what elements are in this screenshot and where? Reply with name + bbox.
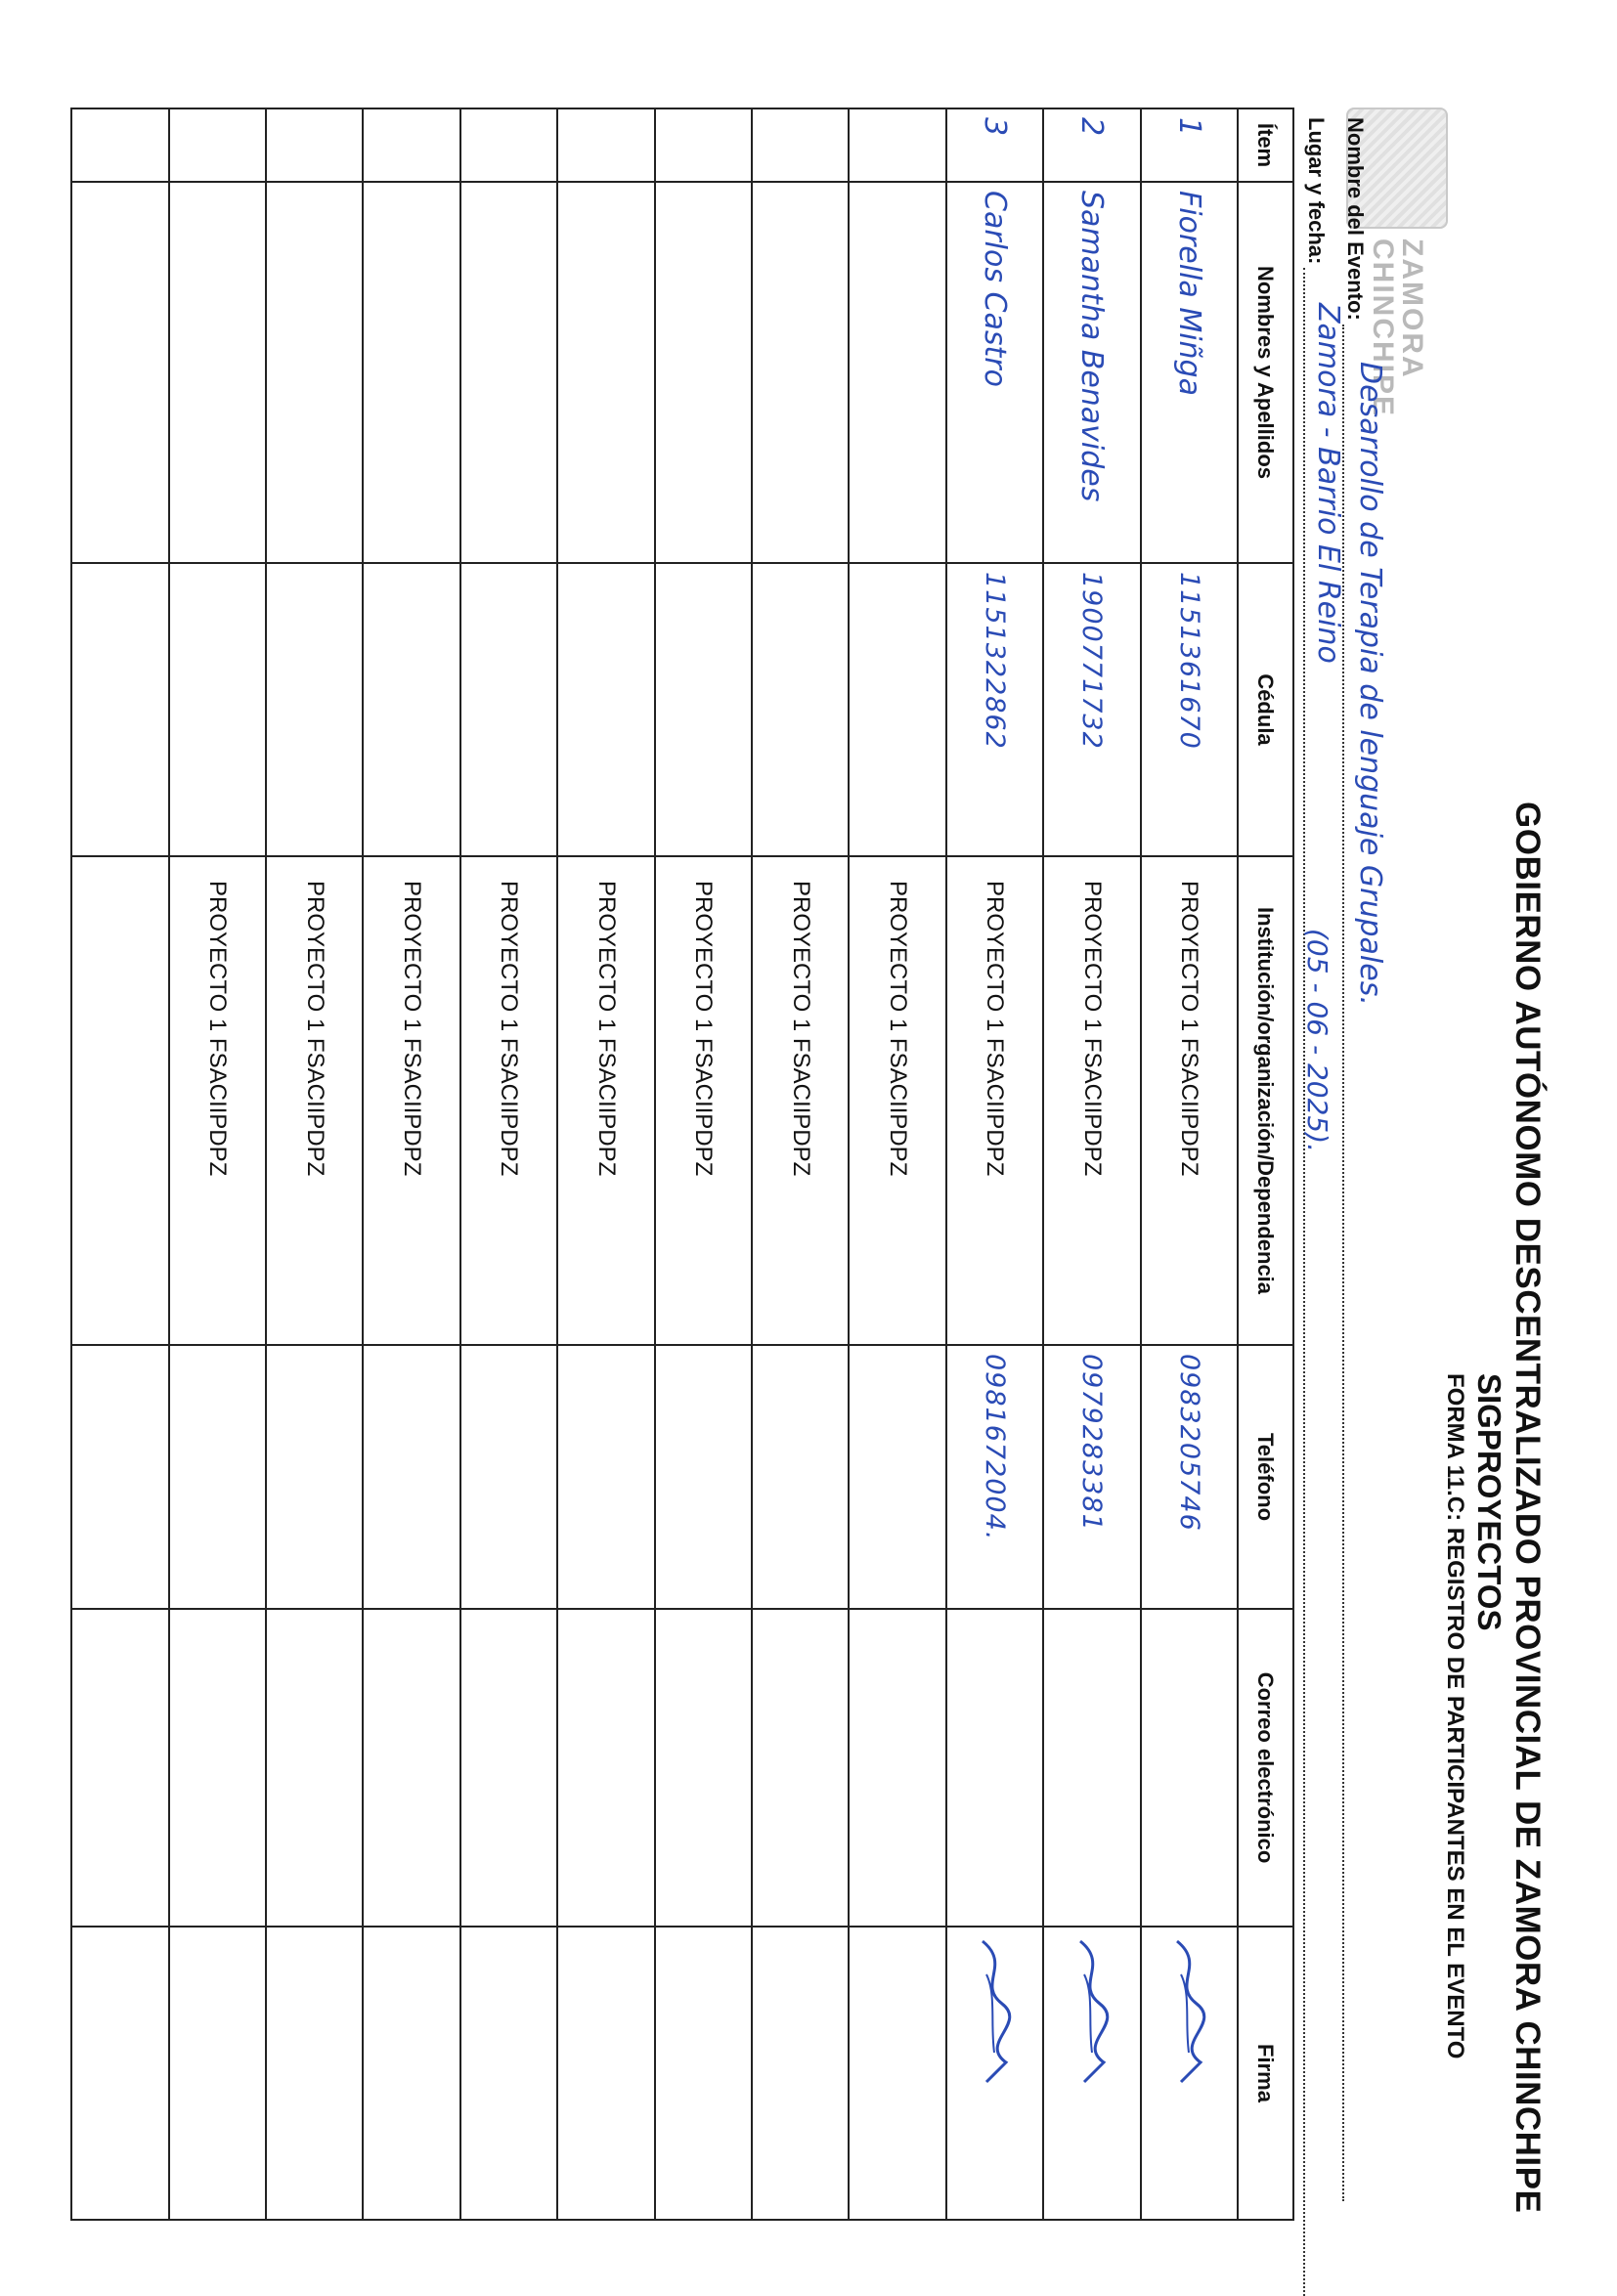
table-row <box>363 108 459 2220</box>
row-participant-name <box>363 182 459 563</box>
logo-text-line-1: ZAMORA <box>1396 238 1428 379</box>
row-cedula: 1900771732 <box>1043 563 1140 856</box>
row-item-number: 3 <box>946 108 1043 182</box>
row-item-number <box>363 108 459 182</box>
row-signature <box>71 1927 169 2220</box>
row-signature <box>849 1927 945 2220</box>
row-signature <box>1043 1927 1140 2220</box>
column-header-name: Nombres y Apellidos <box>1238 182 1293 563</box>
row-item-number <box>655 108 752 182</box>
row-item-number <box>460 108 557 182</box>
table-row <box>752 108 849 2220</box>
row-phone: 0983205746 <box>1141 1345 1238 1609</box>
place-value: Zamora - Barrio El Reino <box>1311 303 1345 664</box>
row-institution: PROYECTO 1 FSACIIPDPZ <box>1043 856 1140 1345</box>
row-phone <box>849 1345 945 1609</box>
row-item-number <box>849 108 945 182</box>
row-email <box>655 1609 752 1927</box>
row-phone <box>752 1345 849 1609</box>
row-institution: PROYECTO 1 FSACIIPDPZ <box>1141 856 1238 1345</box>
row-item-number <box>752 108 849 182</box>
row-signature <box>655 1927 752 2220</box>
table-row <box>849 108 945 2220</box>
row-institution: PROYECTO 1 FSACIIPDPZ <box>460 856 557 1345</box>
form-title: FORMA 11.C: REGISTRO DE PARTICIPANTES EN EL EVENTO <box>1442 1373 1468 2059</box>
row-cedula <box>849 563 945 856</box>
place-date-label: Lugar y fecha: <box>1304 117 1329 265</box>
row-phone <box>363 1345 459 1609</box>
row-item-number <box>169 108 266 182</box>
row-phone <box>655 1345 752 1609</box>
table-row <box>557 108 654 2220</box>
row-phone <box>557 1345 654 1609</box>
row-email <box>169 1609 266 1927</box>
row-cedula <box>363 563 459 856</box>
row-institution: PROYECTO 1 FSACIIPDPZ <box>363 856 459 1345</box>
row-cedula <box>557 563 654 856</box>
logo-text-line-2: CHINCHIPE <box>1367 238 1399 418</box>
row-email <box>1043 1609 1140 1927</box>
row-phone <box>71 1345 169 1609</box>
row-cedula <box>460 563 557 856</box>
row-cedula <box>752 563 849 856</box>
row-email <box>752 1609 849 1927</box>
row-signature <box>460 1927 557 2220</box>
row-cedula: 1151361670 <box>1141 563 1238 856</box>
row-institution: PROYECTO 1 FSACIIPDPZ <box>557 856 654 1345</box>
row-email <box>363 1609 459 1927</box>
row-participant-name <box>266 182 363 563</box>
page-subtitle: SIGPROYECTOS <box>1471 1373 1508 1631</box>
event-name-value: Desarrollo de Terapia de lenguaje Grupales. <box>1353 362 1387 1006</box>
row-item-number <box>266 108 363 182</box>
column-header-email: Correo electrónico <box>1238 1609 1293 1927</box>
row-signature <box>557 1927 654 2220</box>
table-row <box>169 108 266 2220</box>
event-name-label: Nombre del Evento: <box>1343 117 1368 321</box>
table-row <box>1043 108 1140 2220</box>
signature-mark-icon <box>1071 1935 1114 2092</box>
table-row <box>655 108 752 2220</box>
row-participant-name <box>752 182 849 563</box>
table-row <box>71 108 169 2220</box>
row-signature <box>1141 1927 1238 2220</box>
column-header-signature: Firma <box>1238 1927 1293 2220</box>
signature-mark-icon <box>1167 1935 1210 2092</box>
column-header-institution: Institución/organización/Dependencia <box>1238 856 1293 1345</box>
row-participant-name: Carlos Castro <box>946 182 1043 563</box>
page-title: GOBIERNO AUTÓNOMO DESCENTRALIZADO PROVINCIAL DE ZAMORA CHINCHIPE <box>1508 801 1547 2214</box>
row-cedula <box>266 563 363 856</box>
column-header-item: Ítem <box>1238 108 1293 182</box>
row-institution: PROYECTO 1 FSACIIPDPZ <box>752 856 849 1345</box>
row-signature <box>752 1927 849 2220</box>
row-item-number: 2 <box>1043 108 1140 182</box>
row-item-number <box>71 108 169 182</box>
row-participant-name <box>460 182 557 563</box>
row-institution: PROYECTO 1 FSACIIPDPZ <box>849 856 945 1345</box>
row-cedula: 1151322862 <box>946 563 1043 856</box>
row-email <box>266 1609 363 1927</box>
row-phone: 0981672004. <box>946 1345 1043 1609</box>
row-email <box>71 1609 169 1927</box>
row-institution: PROYECTO 1 FSACIIPDPZ <box>169 856 266 1345</box>
row-email <box>460 1609 557 1927</box>
row-signature <box>266 1927 363 2220</box>
column-header-cedula: Cédula <box>1238 563 1293 856</box>
column-header-phone: Teléfono <box>1238 1345 1293 1609</box>
row-cedula <box>71 563 169 856</box>
table-row <box>460 108 557 2220</box>
row-institution: PROYECTO 1 FSACIIPDPZ <box>655 856 752 1345</box>
row-cedula <box>169 563 266 856</box>
date-value: (05 - 06 - 2025). <box>1301 929 1333 1153</box>
row-signature <box>363 1927 459 2220</box>
row-signature <box>169 1927 266 2220</box>
signature-mark-icon <box>973 1935 1016 2092</box>
row-email <box>849 1609 945 1927</box>
row-institution: PROYECTO 1 FSACIIPDPZ <box>946 856 1043 1345</box>
row-item-number: 1 <box>1141 108 1238 182</box>
row-email <box>557 1609 654 1927</box>
row-phone <box>460 1345 557 1609</box>
row-signature <box>946 1927 1043 2220</box>
row-participant-name <box>849 182 945 563</box>
row-phone <box>266 1345 363 1609</box>
row-participant-name <box>655 182 752 563</box>
row-participant-name: Samantha Benavides <box>1043 182 1140 563</box>
row-phone: 0979283381 <box>1043 1345 1140 1609</box>
row-institution <box>71 856 169 1345</box>
table-header-row <box>1238 108 1293 2220</box>
table-row <box>946 108 1043 2220</box>
row-participant-name <box>71 182 169 563</box>
participants-table <box>70 108 1294 2221</box>
row-participant-name <box>169 182 266 563</box>
row-cedula <box>655 563 752 856</box>
table-row <box>266 108 363 2220</box>
row-email <box>1141 1609 1238 1927</box>
row-participant-name <box>557 182 654 563</box>
table-row <box>1141 108 1238 2220</box>
row-institution: PROYECTO 1 FSACIIPDPZ <box>266 856 363 1345</box>
row-participant-name: Fiorella Miñga <box>1141 182 1238 563</box>
row-item-number <box>557 108 654 182</box>
row-phone <box>169 1345 266 1609</box>
row-email <box>946 1609 1043 1927</box>
